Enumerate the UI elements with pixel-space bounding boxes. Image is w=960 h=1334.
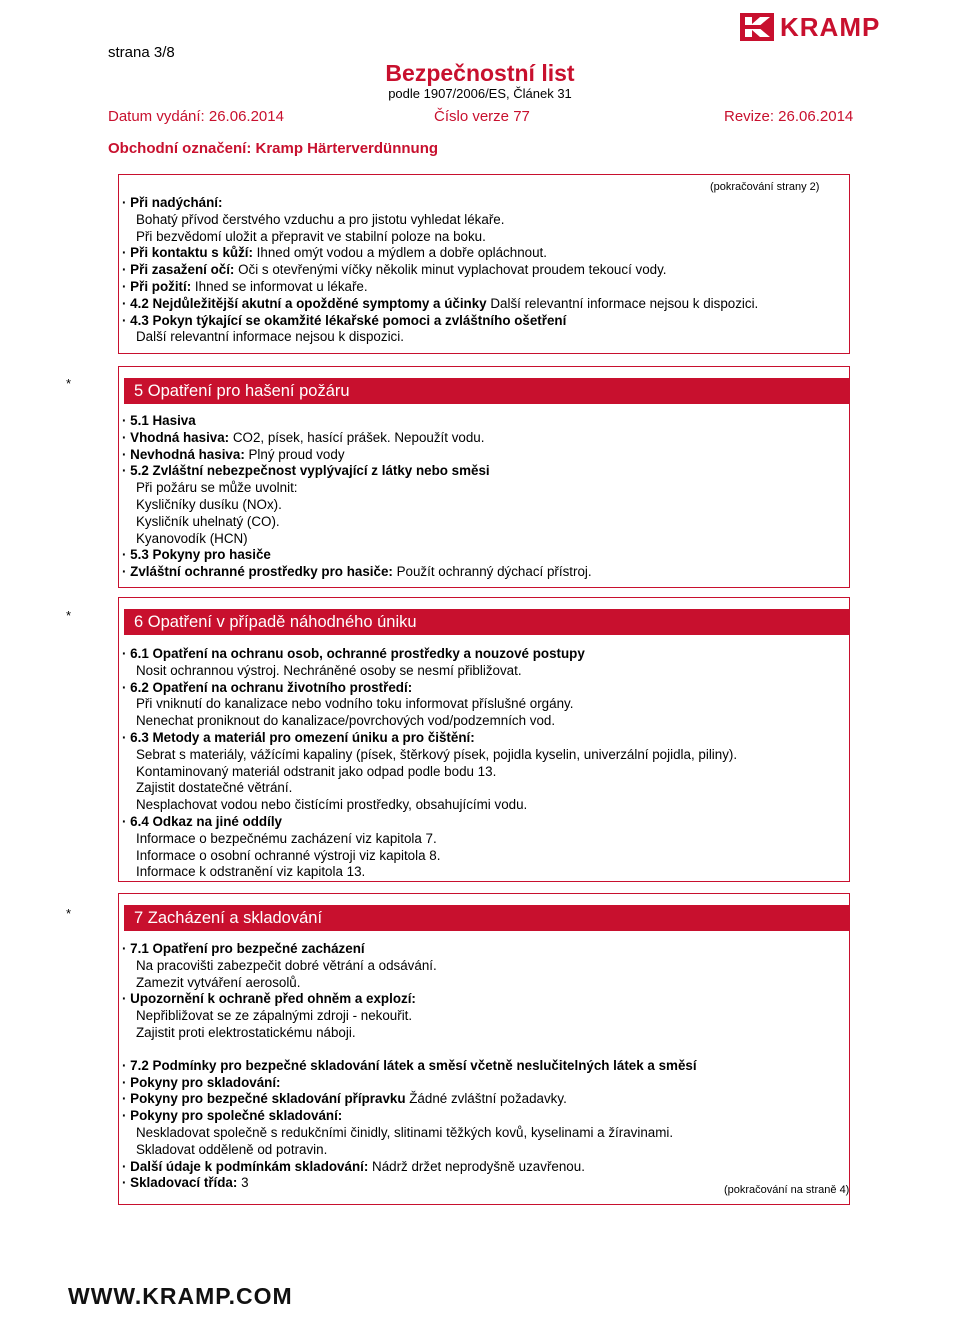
section-7-1-heading: · 7.1 Opatření pro bezpečné zacházení: [122, 941, 365, 956]
section-7-1-text-1: Na pracovišti zabezpečit dobré větrání a odsávání.: [136, 957, 437, 973]
section-4-3-heading: · 4.3 Pokyn týkající se okamžité lékařské pomoci a zvláštního ošetření: [122, 312, 567, 328]
section-6-content: [122, 646, 848, 881]
storage-class-heading: · Skladovací třída:: [122, 1175, 238, 1191]
skin-contact-heading: · Při kontaktu s kůží:: [122, 245, 253, 261]
firefighter-ppe-heading: · Zvláštní ochranné prostředky pro hasiče:: [122, 564, 393, 580]
fire-hazard-text-1: Při požáru se může uvolnit:: [136, 480, 298, 496]
skin-contact-text: Ihned omýt vodou a mýdlem a dobře opláchnout.: [252, 245, 547, 261]
kramp-logo: [740, 13, 892, 41]
section-7-2-heading: · 7.2 Podmínky pro bezpečné skladování látek a směsí včetně neslučitelných látek a směsí: [122, 1057, 697, 1073]
version-number: Číslo verze 77: [434, 108, 530, 125]
section-6-2-text-1: Při vniknutí do kanalizace nebo vodního toku informovat příslušné orgány.: [136, 696, 574, 712]
skin-contact-line: [122, 245, 848, 262]
section-7-1-text-2: Zamezit vytváření aerosolů.: [136, 974, 301, 990]
section-6-3-text-3: Zajistit dostatečné větrání.: [136, 780, 293, 796]
spacer: [122, 1042, 848, 1058]
section-6-3-heading: · 6.3 Metody a materiál pro omezení úniku a pro čištění:: [122, 729, 475, 745]
document-subtitle: podle 1907/2006/ES, Článek 31: [388, 86, 572, 101]
eye-contact-heading: · Při zasažení očí:: [122, 262, 235, 278]
section-5-1-heading: · 5.1 Hasiva: [122, 413, 196, 428]
storage-class-text: 3: [237, 1175, 249, 1191]
section-5-title: 5 Opatření pro hašení požáru: [124, 378, 850, 404]
section-7-title: 7 Zacházení a skladování: [124, 905, 850, 931]
inhalation-heading: · Při nadýchání:: [122, 195, 223, 210]
inhalation-text-1: Bohatý přívod čerstvého vzduchu a pro jistotu vyhledat lékaře.: [136, 211, 505, 227]
unsuitable-media-line: [122, 447, 848, 464]
footer-website: WWW.KRAMP.COM: [68, 1283, 293, 1309]
continued-from-note: (pokračování strany 2): [710, 181, 820, 193]
section-4-2-heading: · 4.2 Nejdůležitější akutní a opožděné symptomy a účinky: [122, 295, 487, 311]
change-marker: *: [66, 376, 72, 391]
safe-storage-heading: · Pokyny pro bezpečné skladování přípravku: [122, 1091, 406, 1107]
continued-on-note: (pokračování na straně 4): [724, 1184, 850, 1196]
section-5-content: [122, 413, 848, 581]
further-storage-heading: · Další údaje k podmínkám skladování:: [122, 1158, 369, 1174]
joint-storage-text-1: Neskladovat společně s redukčními činidly, slitinami těžkých kovů, kyselinami a žíravinami.: [136, 1124, 674, 1140]
joint-storage-heading: · Pokyny pro společné skladování:: [122, 1108, 343, 1124]
section-6-4-text-1: Informace o bezpečnému zacházení viz kapitola 7.: [136, 830, 437, 846]
section-6-4-heading: · 6.4 Odkaz na jiné oddíly: [122, 813, 282, 829]
safe-storage-text: Žádné zvláštní požadavky.: [405, 1091, 567, 1107]
section-6-4-text-3: Informace k odstranění viz kapitola 13.: [136, 864, 366, 880]
fire-hazard-text-4: Kyanovodík (HCN): [136, 530, 248, 546]
further-storage-text: Nádrž držet neprodyšně uzavřenou.: [368, 1158, 585, 1174]
suitable-media-line: [122, 430, 848, 447]
section-4-3-text: Další relevantní informace nejsou k dispozici.: [136, 329, 404, 345]
unsuitable-media-text: Plný proud vody: [244, 446, 345, 462]
section-6-1-heading: · 6.1 Opatření na ochranu osob, ochranné prostředky a nouzové postupy: [122, 646, 585, 661]
firefighter-ppe-line: [122, 564, 848, 581]
fire-protection-text-1: Nepřibližovat se ze zápalnými zdroji - nekouřit.: [136, 1008, 413, 1024]
ingestion-heading: · Při požití:: [122, 278, 192, 294]
change-marker: *: [66, 608, 72, 623]
section-4-content: [122, 195, 848, 346]
eye-contact-text: Oči s otevřenými víčky několik minut vyplachovat proudem tekoucí vody.: [234, 262, 667, 278]
section-6-3-text-4: Nesplachovat vodou nebo čistícími prostředky, obsahujícími vodu.: [136, 797, 528, 813]
section-5-2-heading: · 5.2 Zvláštní nebezpečnost vyplývající z látky nebo směsi: [122, 463, 490, 479]
logo-wordmark: KRAMP: [780, 12, 881, 42]
section-6-1-text: Nosit ochrannou výstroj. Nechráněné osoby se nesmí přibližovat.: [136, 662, 522, 678]
eye-contact-line: [122, 262, 848, 279]
unsuitable-media-heading: · Nevhodná hasiva:: [122, 446, 245, 462]
storage-heading: · Pokyny pro skladování:: [122, 1074, 281, 1090]
kramp-logo-icon: [740, 13, 774, 41]
section-4-2-text: Další relevantní informace nejsou k dispozici.: [486, 295, 759, 311]
ingestion-line: [122, 279, 848, 296]
section-4-2-line: [122, 296, 848, 313]
issue-date: Datum vydání: 26.06.2014: [108, 108, 284, 125]
fire-hazard-text-2: Kysličníky dusíku (NOx).: [136, 496, 282, 512]
fire-protection-heading: · Upozornění k ochraně před ohněm a explozí:: [122, 991, 416, 1007]
fire-protection-text-2: Zajistit proti elektrostatickému náboji.: [136, 1024, 356, 1040]
revision-date: Revize: 26.06.2014: [724, 108, 854, 125]
section-7-content: [122, 941, 848, 1192]
section-6-2-text-2: Nenechat proniknout do kanalizace/povrchových vod/podzemních vod.: [136, 713, 556, 729]
firefighter-ppe-text: Použít ochranný dýchací přístroj.: [392, 564, 592, 580]
document-title: Bezpečnostní list: [385, 60, 575, 86]
section-5-3-heading: · 5.3 Pokyny pro hasiče: [122, 547, 271, 563]
section-6-3-text-1: Sebrat s materiály, vážícími kapaliny (písek, štěrkový písek, pojidla kyselin, univerzální pojidla, piliny).: [136, 746, 738, 762]
joint-storage-text-2: Skladovat odděleně od potravin.: [136, 1141, 328, 1157]
ingestion-text: Ihned se informovat u lékaře.: [191, 278, 368, 294]
page-number: strana 3/8: [108, 44, 175, 61]
further-storage-line: [122, 1159, 848, 1176]
section-6-2-heading: · 6.2 Opatření na ochranu životního prostředí:: [122, 679, 413, 695]
suitable-media-heading: · Vhodná hasiva:: [122, 429, 230, 445]
change-marker: *: [66, 906, 72, 921]
section-6-3-text-2: Kontaminovaný materiál odstranit jako odpad podle bodu 13.: [136, 763, 497, 779]
trade-name: Obchodní označení: Kramp Härterverdünnung: [108, 140, 439, 157]
fire-hazard-text-3: Kysličník uhelnatý (CO).: [136, 513, 280, 529]
section-6-title: 6 Opatření v případě náhodného úniku: [124, 609, 850, 635]
safe-storage-line: [122, 1091, 848, 1108]
inhalation-text-2: Při bezvědomí uložit a přepravit ve stabilní poloze na boku.: [136, 228, 486, 244]
suitable-media-text: CO2, písek, hasící prášek. Nepoužít vodu.: [229, 429, 485, 445]
section-6-4-text-2: Informace o osobní ochranné výstroji viz kapitola 8.: [136, 847, 441, 863]
